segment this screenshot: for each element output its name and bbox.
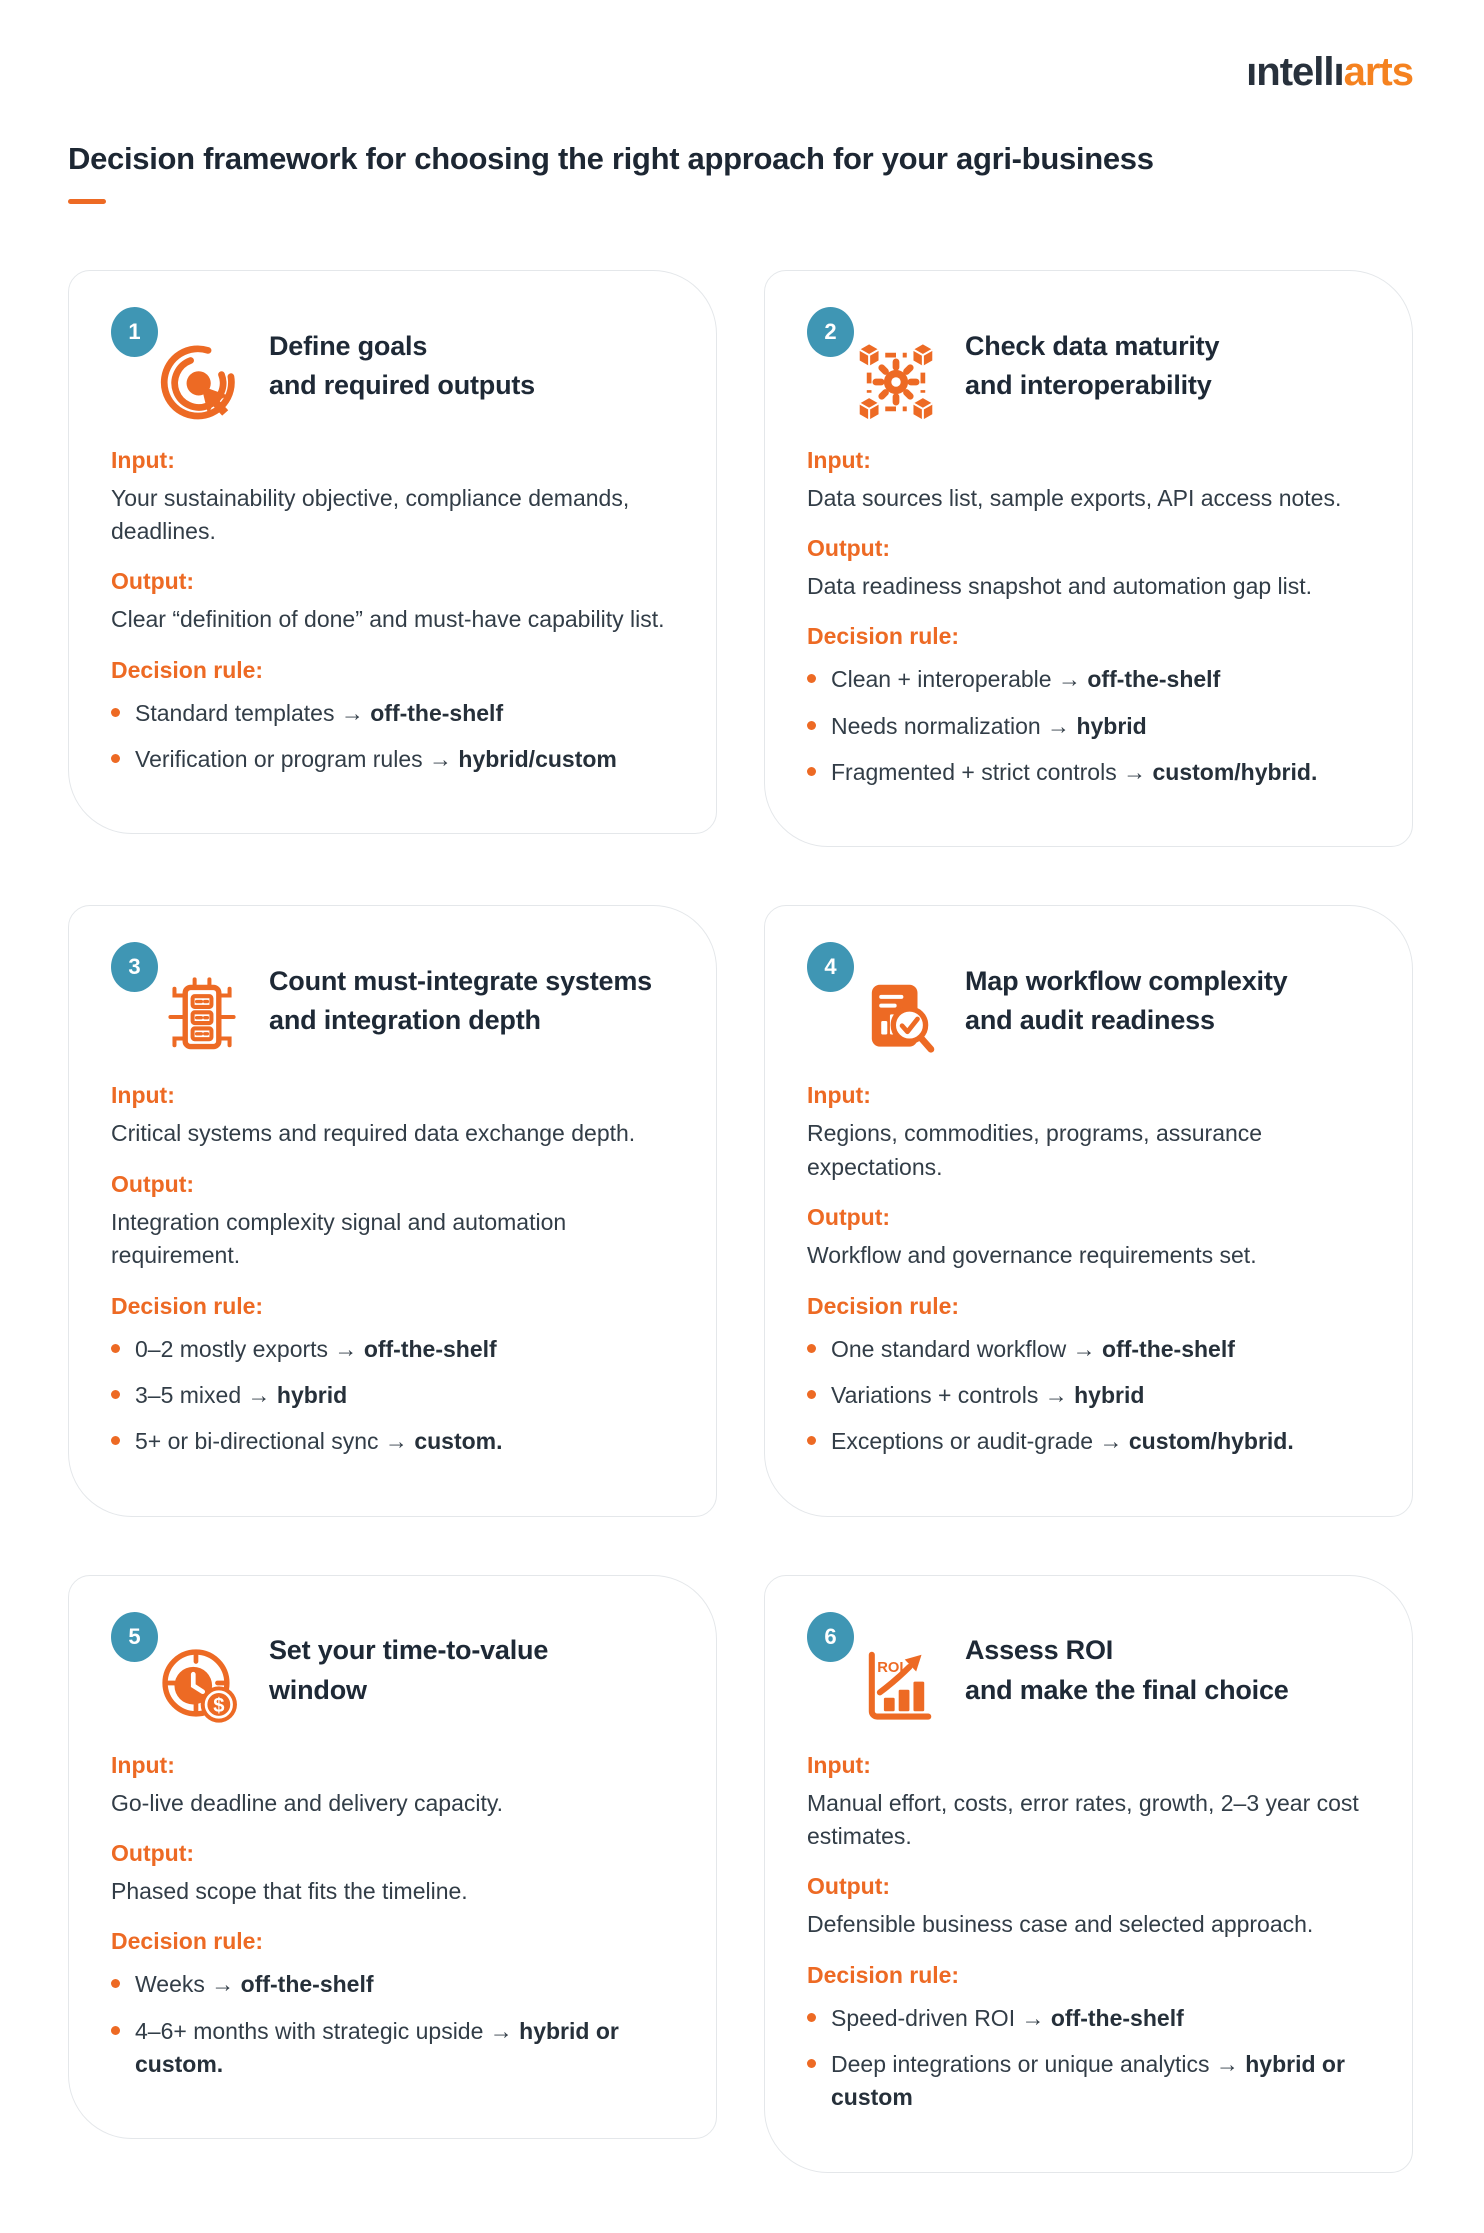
rule-condition: Standard templates → bbox=[135, 699, 371, 726]
card-title bbox=[965, 1631, 1289, 1709]
input-text: Your sustainability objective, compliance demands, deadlines. bbox=[111, 484, 630, 545]
rule-outcome: hybrid bbox=[1076, 712, 1147, 739]
card-4-workflow bbox=[764, 905, 1413, 1516]
bullet-icon bbox=[807, 1390, 816, 1399]
card-title-line: Map workflow complexity bbox=[965, 966, 1288, 997]
decision-item bbox=[807, 756, 1382, 789]
output-label: Output: bbox=[111, 1839, 195, 1866]
decision-rule-label: Decision rule: bbox=[111, 656, 264, 683]
decision-rule-label: Decision rule: bbox=[807, 623, 960, 650]
bullet-icon bbox=[111, 754, 120, 763]
decision-list bbox=[807, 1333, 1382, 1459]
decision-item bbox=[111, 1379, 686, 1412]
card-header bbox=[807, 942, 1382, 1060]
card-title-line: and audit readiness bbox=[965, 1005, 1215, 1036]
decision-item bbox=[111, 1333, 686, 1366]
rule-outcome: custom/hybrid. bbox=[1152, 759, 1318, 786]
card-header bbox=[111, 1612, 686, 1730]
bullet-icon bbox=[807, 1436, 816, 1445]
decision-item bbox=[111, 697, 686, 730]
badge-icon-block bbox=[807, 307, 939, 425]
card-title-line: Count must-integrate systems bbox=[269, 966, 652, 997]
title-underline bbox=[68, 199, 106, 204]
rule-outcome: off-the-shelf bbox=[1087, 666, 1221, 693]
step-number-badge: 1 bbox=[111, 307, 158, 357]
input-text: Regions, commodities, programs, assurance expectations. bbox=[807, 1120, 1263, 1180]
rule-condition: One standard workflow → bbox=[831, 1335, 1103, 1362]
rule-outcome: off-the-shelf bbox=[370, 699, 504, 726]
bullet-icon bbox=[111, 708, 120, 717]
rule-outcome: hybrid bbox=[1074, 1381, 1145, 1408]
rule-condition: Variations + controls → bbox=[831, 1381, 1075, 1408]
decision-rule-label: Decision rule: bbox=[807, 1292, 960, 1319]
decision-list bbox=[807, 2002, 1382, 2115]
rule-outcome: hybrid bbox=[276, 1381, 348, 1408]
bullet-icon bbox=[807, 2059, 816, 2068]
rule-outcome: off-the-shelf bbox=[1050, 2004, 1184, 2031]
card-title-line: Define goals bbox=[269, 330, 428, 361]
card-header bbox=[807, 307, 1382, 425]
badge-icon-block bbox=[807, 1612, 939, 1730]
bullet-icon bbox=[807, 767, 816, 776]
decision-list bbox=[807, 663, 1382, 789]
input-label: Input: bbox=[111, 1751, 175, 1778]
decision-item bbox=[111, 1968, 686, 2001]
cubes-gear-icon bbox=[853, 339, 939, 425]
input-text: Critical systems and required data exchange depth. bbox=[111, 1120, 636, 1147]
rule-outcome: hybrid/custom bbox=[458, 746, 617, 773]
badge-icon-block bbox=[111, 1612, 243, 1730]
rule-outcome: off-the-shelf bbox=[363, 1335, 497, 1362]
decision-rule-label: Decision rule: bbox=[807, 1961, 960, 1988]
rule-condition: 5+ or bi-directional sync → bbox=[135, 1428, 415, 1455]
page-title: Decision framework for choosing the right approach for your agri-business bbox=[68, 141, 1154, 176]
rule-outcome: off-the-shelf bbox=[240, 1971, 374, 1998]
decision-item bbox=[807, 710, 1382, 743]
bullet-icon bbox=[111, 1436, 120, 1445]
input-label: Input: bbox=[807, 1751, 871, 1778]
card-title-line: Check data maturity bbox=[965, 330, 1220, 361]
target-arrow-icon bbox=[157, 339, 243, 425]
decision-rule-label: Decision rule: bbox=[111, 1928, 264, 1955]
bullet-icon bbox=[111, 1344, 120, 1353]
card-title-line: Assess ROI bbox=[965, 1635, 1114, 1666]
rule-condition: 0–2 mostly exports → bbox=[135, 1335, 364, 1362]
card-header bbox=[807, 1612, 1382, 1730]
card-5-time-to-value bbox=[68, 1575, 717, 2140]
server-circuit-icon bbox=[157, 974, 243, 1060]
card-title bbox=[965, 327, 1219, 405]
step-number-badge: 6 bbox=[807, 1612, 854, 1662]
card-header bbox=[111, 942, 686, 1060]
document-audit-icon bbox=[853, 974, 939, 1060]
step-number-badge: 4 bbox=[807, 942, 854, 992]
logo-text-accent: arts bbox=[1343, 50, 1413, 94]
bullet-icon bbox=[111, 1979, 120, 1988]
decision-list bbox=[111, 697, 686, 777]
output-text: Integration complexity signal and automation requirement. bbox=[111, 1208, 567, 1269]
output-text: Workflow and governance requirements set. bbox=[807, 1242, 1257, 1269]
decision-item bbox=[807, 2048, 1382, 2115]
badge-icon-block bbox=[807, 942, 939, 1060]
rule-condition: Clean + interoperable → bbox=[831, 666, 1088, 693]
bullet-icon bbox=[807, 721, 816, 730]
output-label: Output: bbox=[111, 568, 195, 595]
rule-outcome: hybrid or custom bbox=[831, 2050, 1345, 2111]
logo-row bbox=[68, 46, 1413, 98]
decision-item bbox=[807, 1379, 1382, 1412]
roi-chart-icon bbox=[853, 1644, 939, 1730]
rule-condition: Weeks → bbox=[135, 1971, 241, 1998]
card-title-line: Set your time-to-value bbox=[269, 1635, 549, 1666]
output-text: Defensible business case and selected approach. bbox=[807, 1911, 1314, 1938]
bullet-icon bbox=[807, 674, 816, 683]
rule-outcome: custom/hybrid. bbox=[1128, 1428, 1294, 1455]
card-3-integrations bbox=[68, 905, 717, 1516]
rule-condition: 3–5 mixed → bbox=[135, 1381, 277, 1408]
intelliarts-logo bbox=[1246, 46, 1413, 98]
cards-grid bbox=[68, 270, 1413, 2173]
card-title-line: and integration depth bbox=[269, 1005, 541, 1036]
step-number-badge: 2 bbox=[807, 307, 854, 357]
rule-condition: Needs normalization → bbox=[831, 712, 1077, 739]
decision-item bbox=[111, 1425, 686, 1458]
dollar-glyph: $ bbox=[213, 1694, 225, 1717]
output-text: Data readiness snapshot and automation gap list. bbox=[807, 573, 1313, 600]
rule-condition: Speed-driven ROI → bbox=[831, 2004, 1051, 2031]
card-title bbox=[269, 962, 652, 1040]
output-label: Output: bbox=[807, 1873, 891, 1900]
card-title-line: and required outputs bbox=[269, 369, 536, 400]
output-label: Output: bbox=[807, 1204, 891, 1231]
card-title-line: and make the final choice bbox=[965, 1674, 1289, 1705]
input-label: Input: bbox=[111, 446, 175, 473]
badge-icon-block bbox=[111, 307, 243, 425]
input-label: Input: bbox=[111, 1082, 175, 1109]
card-6-assess-roi bbox=[764, 1575, 1413, 2173]
card-title-line: window bbox=[269, 1674, 367, 1705]
rule-condition: Exceptions or audit-grade → bbox=[831, 1428, 1129, 1455]
rule-condition: 4–6+ months with strategic upside → bbox=[135, 2017, 520, 2044]
rule-condition: Verification or program rules → bbox=[135, 746, 459, 773]
roi-label: ROI bbox=[877, 1659, 904, 1676]
card-title-line: and interoperability bbox=[965, 369, 1212, 400]
decision-item bbox=[807, 1333, 1382, 1366]
decision-list bbox=[111, 1333, 686, 1459]
input-label: Input: bbox=[807, 446, 871, 473]
card-title bbox=[269, 327, 535, 405]
input-text: Go-live deadline and delivery capacity. bbox=[111, 1789, 504, 1816]
input-text: Data sources list, sample exports, API access notes. bbox=[807, 484, 1342, 511]
decision-list bbox=[111, 1968, 686, 2081]
bullet-icon bbox=[111, 2026, 120, 2035]
bullet-icon bbox=[807, 1344, 816, 1353]
rule-outcome: custom. bbox=[414, 1428, 503, 1455]
input-text: Manual effort, costs, error rates, growth, 2–3 year cost estimates. bbox=[807, 1789, 1359, 1849]
output-text: Clear “definition of done” and must-have capability list. bbox=[111, 606, 665, 633]
clock-dollar-icon bbox=[157, 1644, 243, 1730]
decision-item bbox=[111, 743, 686, 776]
input-label: Input: bbox=[807, 1082, 871, 1109]
step-number-badge: 5 bbox=[111, 1612, 158, 1662]
card-2-data-maturity bbox=[764, 270, 1413, 848]
card-title bbox=[269, 1631, 548, 1709]
output-label: Output: bbox=[111, 1170, 195, 1197]
rule-condition: Deep integrations or unique analytics → bbox=[831, 2050, 1246, 2077]
step-number-badge: 3 bbox=[111, 942, 158, 992]
rule-condition: Fragmented + strict controls → bbox=[831, 759, 1153, 786]
bullet-icon bbox=[111, 1390, 120, 1399]
output-text: Phased scope that fits the timeline. bbox=[111, 1877, 468, 1904]
card-header bbox=[111, 307, 686, 425]
badge-icon-block bbox=[111, 942, 243, 1060]
card-title bbox=[965, 962, 1287, 1040]
rule-outcome: hybrid or custom. bbox=[135, 2017, 619, 2077]
decision-item bbox=[807, 2002, 1382, 2035]
rule-outcome: off-the-shelf bbox=[1102, 1335, 1235, 1362]
bullet-icon bbox=[807, 2013, 816, 2022]
decision-item bbox=[807, 663, 1382, 696]
output-label: Output: bbox=[807, 535, 891, 562]
decision-item bbox=[807, 1425, 1382, 1458]
logo-text-dark: ıntellı bbox=[1246, 50, 1344, 94]
card-1-define-goals bbox=[68, 270, 717, 835]
decision-rule-label: Decision rule: bbox=[111, 1292, 264, 1319]
